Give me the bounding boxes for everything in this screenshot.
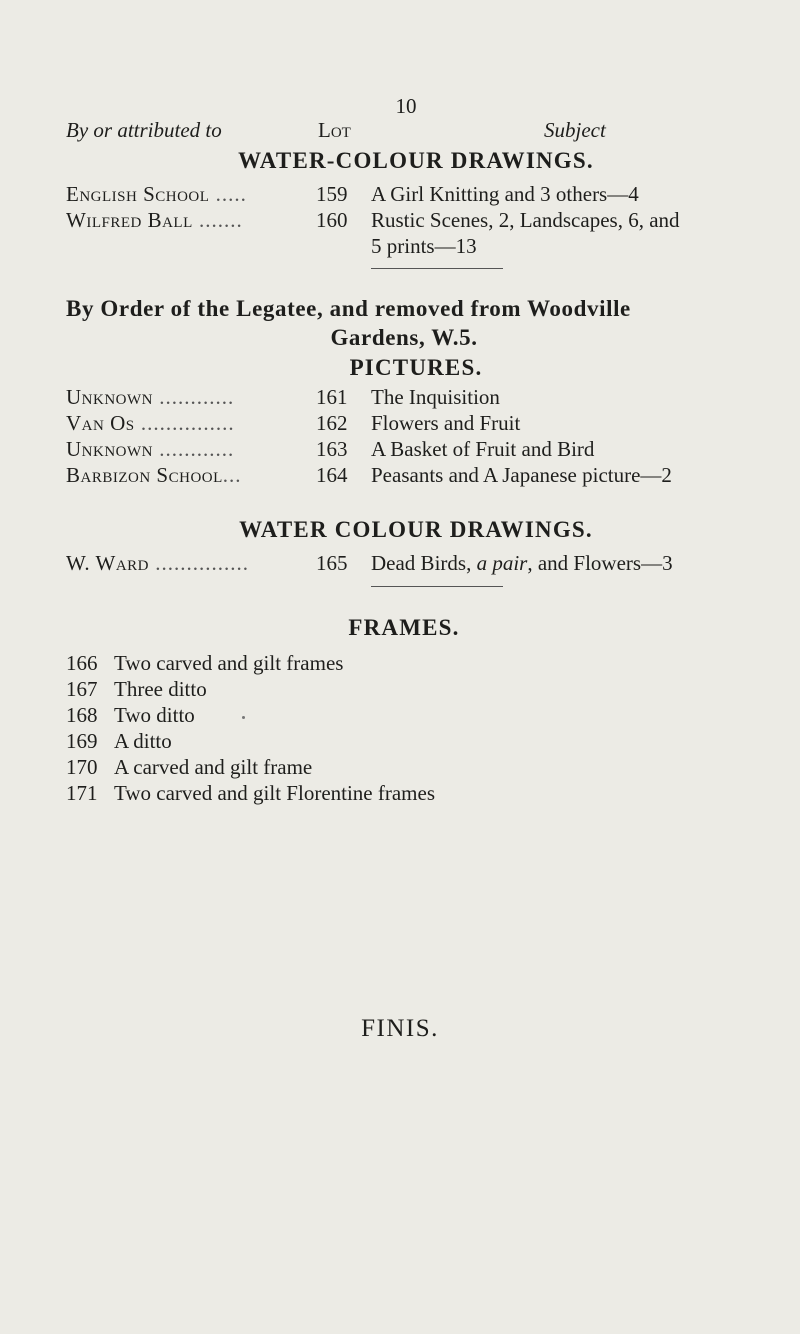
artist-name: Van Os <box>66 411 135 435</box>
lot-row <box>66 463 786 488</box>
lot-subject: Flowers and Fruit <box>371 411 521 435</box>
lot-subject <box>371 551 673 576</box>
lot-subject: Rustic Scenes, 2, Landscapes, 6, and <box>371 208 680 232</box>
subject-text: Dead Birds, <box>371 551 477 575</box>
lot-number: 161 <box>316 385 348 409</box>
order-note-line-2: Gardens, W.5. <box>330 325 478 350</box>
subject-italic: a pair <box>476 551 528 575</box>
section-heading-frames: FRAMES. <box>348 615 460 640</box>
column-header-lot: Lot <box>318 118 351 142</box>
column-header-artist: By or attributed to <box>66 118 222 142</box>
leader-dots: ... <box>222 463 242 487</box>
lot-number: 159 <box>316 182 348 206</box>
leader-dots: ............... <box>149 551 250 575</box>
column-header-subject: Subject <box>544 118 606 142</box>
lot-subject-continuation: 5 prints—13 <box>371 234 477 258</box>
lot-description: Two ditto <box>114 703 195 727</box>
lot-number: 170 <box>66 755 98 779</box>
lot-row <box>66 385 786 410</box>
lot-number: 165 <box>316 551 348 575</box>
lot-row <box>66 551 786 576</box>
lot-subject: A Basket of Fruit and Bird <box>371 437 595 461</box>
artist-name: Barbizon School <box>66 463 223 487</box>
lot-subject: The Inquisition <box>371 385 500 409</box>
artist-name: English School <box>66 182 210 206</box>
lot-number: 171 <box>66 781 98 805</box>
page-number: 10 <box>395 94 417 118</box>
lot-description: Two carved and gilt frames <box>114 651 344 675</box>
leader-dots: ............ <box>153 385 235 409</box>
lot-description: Two carved and gilt Florentine frames <box>114 781 436 805</box>
lot-subject: A Girl Knitting and 3 others—4 <box>371 182 639 206</box>
lot-number: 160 <box>316 208 348 232</box>
lot-row <box>66 208 786 233</box>
section-heading-water-colour: WATER COLOUR DRAWINGS. <box>239 517 593 542</box>
lot-description: Three ditto <box>114 677 207 701</box>
artist-name: W. Ward <box>66 551 150 575</box>
artist-name: Wilfred Ball <box>66 208 193 232</box>
lot-number: 164 <box>316 463 348 487</box>
divider <box>371 268 503 269</box>
leader-dots: ....... <box>192 208 243 232</box>
lot-number: 168 <box>66 703 98 727</box>
artist-name: Unknown <box>66 437 153 461</box>
lot-number: 163 <box>316 437 348 461</box>
lot-subject: Peasants and A Japanese picture—2 <box>371 463 672 487</box>
artist-name: Unknown <box>66 385 153 409</box>
lot-row <box>66 182 786 207</box>
section-heading-pictures: PICTURES. <box>349 355 483 380</box>
finis-text: FINIS. <box>361 1015 439 1042</box>
lot-row <box>66 411 786 436</box>
lot-description: A ditto <box>114 729 172 753</box>
lot-row <box>66 437 786 462</box>
divider <box>371 586 503 587</box>
leader-dots: ............ <box>153 437 235 461</box>
lot-number: 162 <box>316 411 348 435</box>
leader-dots: ............... <box>134 411 235 435</box>
leader-dots: ..... <box>209 182 247 206</box>
paper-speck <box>242 716 245 719</box>
lot-number: 167 <box>66 677 98 701</box>
order-note-line-1: By Order of the Legatee, and removed from Woodville <box>66 296 631 321</box>
lot-description: A carved and gilt frame <box>114 755 313 779</box>
subject-text-end: , and Flowers—3 <box>527 551 673 575</box>
lot-number: 169 <box>66 729 98 753</box>
lot-number: 166 <box>66 651 98 675</box>
section-heading-watercolour: WATER-COLOUR DRAWINGS. <box>238 148 594 173</box>
